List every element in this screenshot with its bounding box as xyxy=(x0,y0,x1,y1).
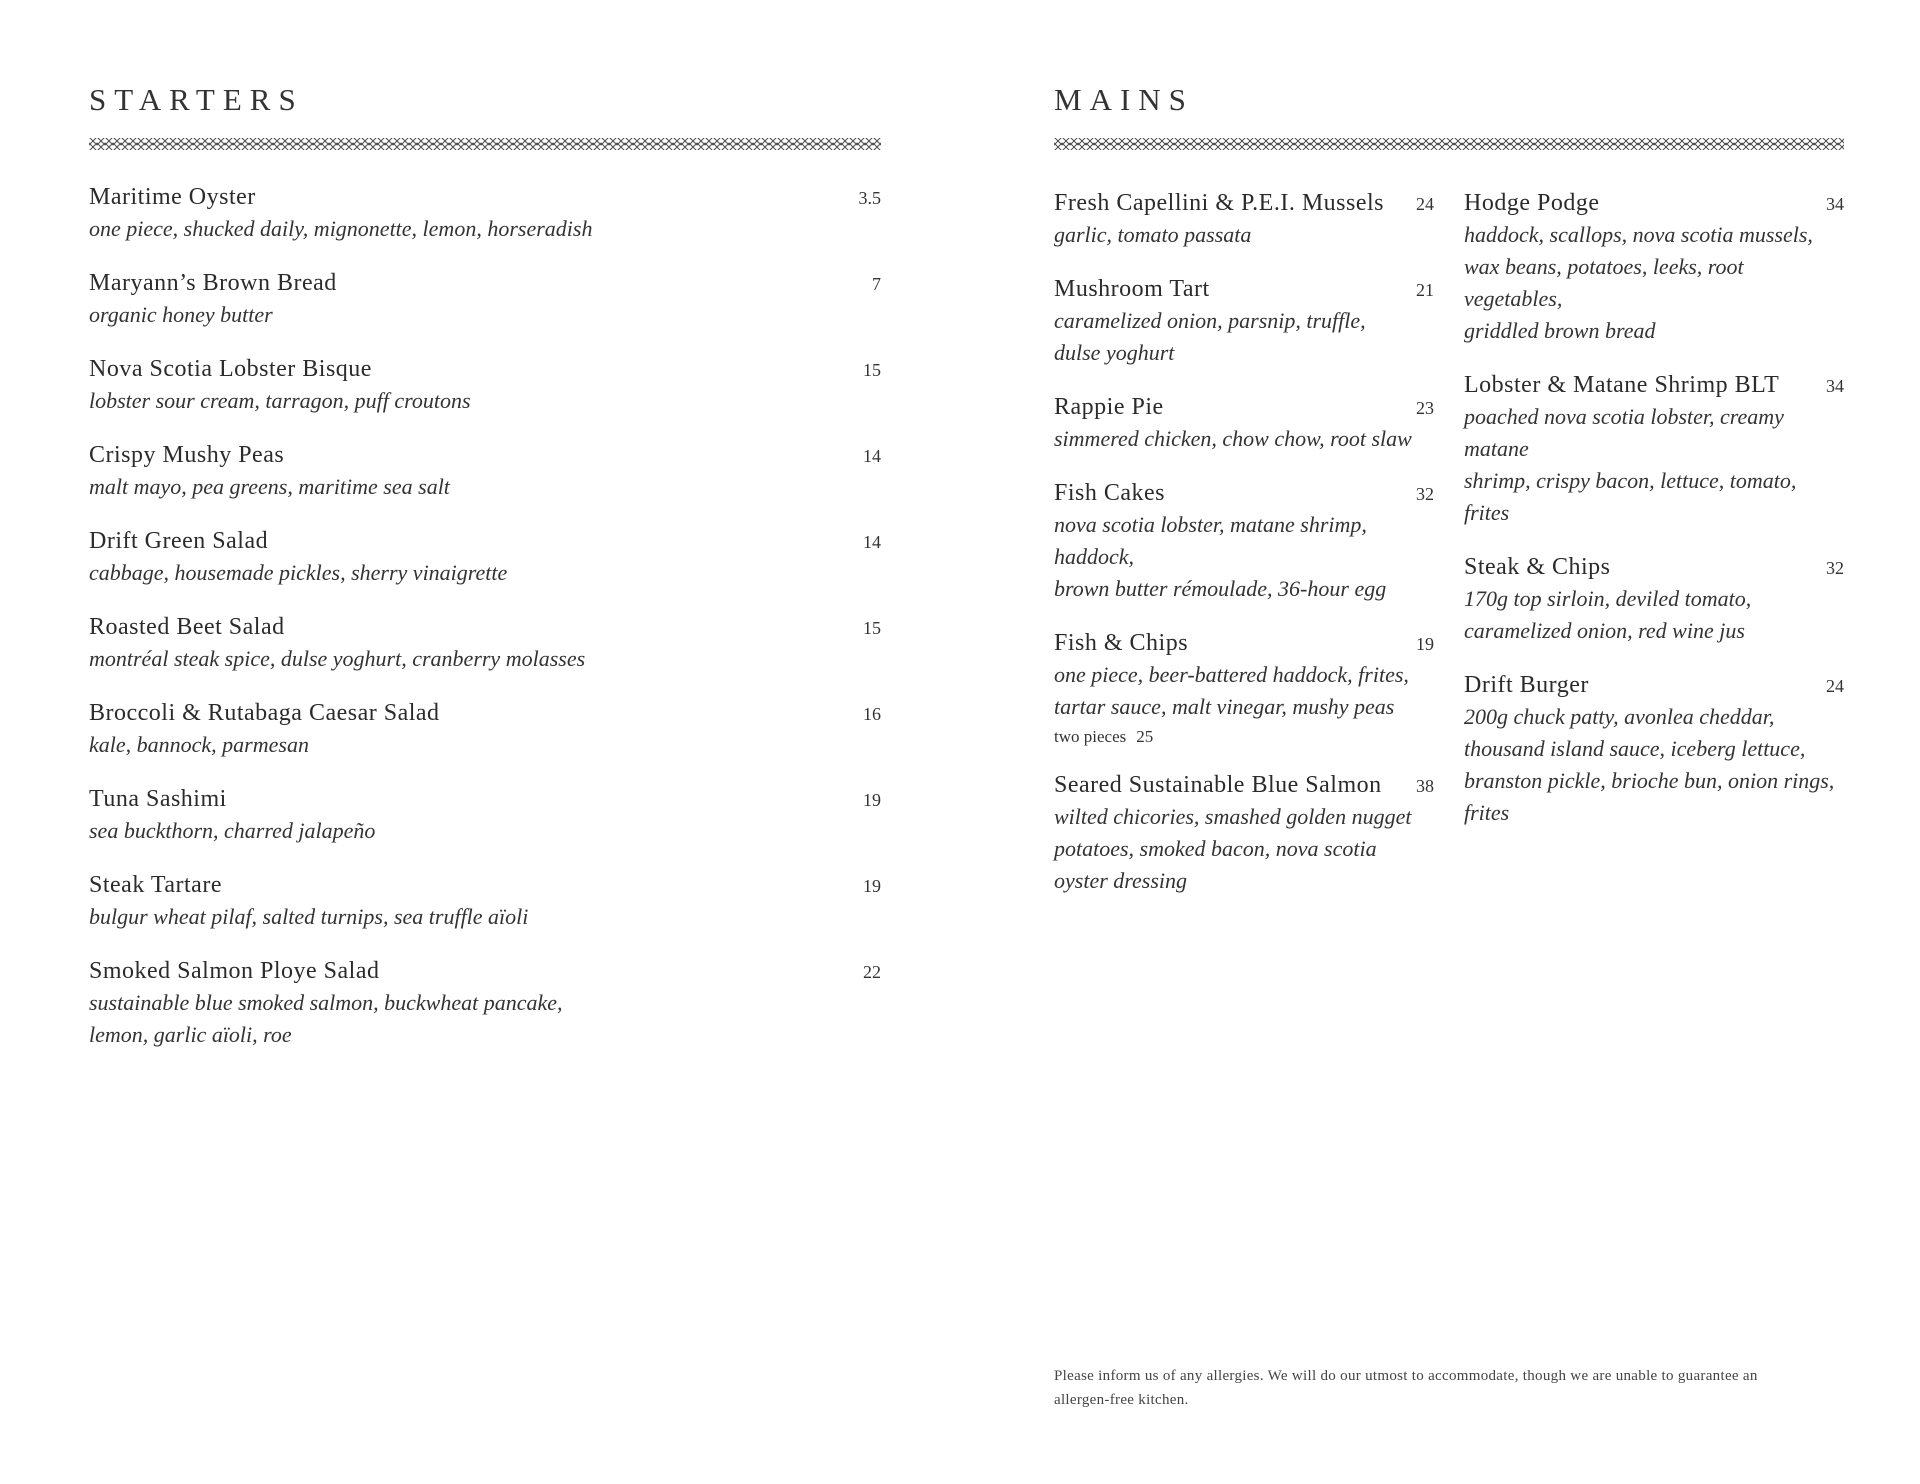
description-line: 170g top sirloin, deviled tomato, xyxy=(1464,586,1752,611)
description-line: thousand island sauce, iceberg lettuce, xyxy=(1464,736,1806,761)
item-description: cabbage, housemade pickles, sherry vinaigrette xyxy=(89,560,508,585)
menu-item xyxy=(1054,276,1434,369)
description-line: wilted chicories, smashed golden nugget xyxy=(1054,804,1412,829)
item-price: 19 xyxy=(863,876,881,896)
item-description xyxy=(1054,801,1434,897)
item-name: Maryann’s Brown Bread xyxy=(89,270,337,296)
item-name: Lobster & Matane Shrimp BLT xyxy=(1464,372,1780,398)
item-description: malt mayo, pea greens, maritime sea salt xyxy=(89,474,450,499)
item-name: Hodge Podge xyxy=(1464,190,1600,216)
item-price: 32 xyxy=(1826,558,1844,578)
variant-label: two pieces xyxy=(1054,727,1127,746)
menu-item xyxy=(89,442,881,503)
menu-item xyxy=(1054,772,1434,897)
description-line: poached nova scotia lobster, creamy matane xyxy=(1464,404,1784,461)
menu-item xyxy=(1054,190,1434,251)
item-description: organic honey butter xyxy=(89,302,273,327)
starters-list xyxy=(89,184,881,1051)
item-description: montréal steak spice, dulse yoghurt, cranberry molasses xyxy=(89,646,586,671)
menu-item xyxy=(1464,190,1844,347)
item-price: 38 xyxy=(1416,776,1434,796)
item-price: 24 xyxy=(1416,194,1434,214)
item-description xyxy=(1464,219,1844,347)
item-price: 14 xyxy=(863,532,881,552)
item-name: Nova Scotia Lobster Bisque xyxy=(89,356,372,382)
item-description: lobster sour cream, tarragon, puff croutons xyxy=(89,388,471,413)
variant-price: 25 xyxy=(1136,727,1154,746)
menu-item xyxy=(1054,630,1434,747)
item-description xyxy=(1464,583,1844,647)
item-description xyxy=(1464,401,1844,529)
menu-item xyxy=(89,184,881,245)
menu-item xyxy=(89,700,881,761)
item-price: 21 xyxy=(1416,280,1434,300)
item-description xyxy=(89,987,881,1051)
starters-title: STARTERS xyxy=(89,82,304,117)
item-name: Drift Burger xyxy=(1464,672,1589,698)
item-description xyxy=(1054,509,1434,605)
description-line: caramelized onion, parsnip, truffle, xyxy=(1054,308,1366,333)
menu-item xyxy=(1464,672,1844,829)
item-name: Roasted Beet Salad xyxy=(89,614,285,640)
item-name: Fish & Chips xyxy=(1054,630,1189,656)
allergy-notice-line: allergen-free kitchen. xyxy=(1054,1392,1189,1408)
item-name: Fish Cakes xyxy=(1054,480,1166,506)
starters-section xyxy=(89,82,881,1076)
menu-item xyxy=(89,528,881,589)
item-name: Rappie Pie xyxy=(1054,394,1164,420)
item-name: Mushroom Tart xyxy=(1054,276,1210,302)
item-name: Maritime Oyster xyxy=(89,184,256,210)
item-name: Broccoli & Rutabaga Caesar Salad xyxy=(89,700,440,726)
item-description xyxy=(1054,659,1434,723)
mains-title: MAINS xyxy=(1054,82,1194,117)
item-name: Crispy Mushy Peas xyxy=(89,442,285,468)
menu-item xyxy=(1054,394,1434,455)
description-line: dulse yoghurt xyxy=(1054,340,1175,365)
mains-divider xyxy=(1054,138,1844,150)
description-line: shrimp, crispy bacon, lettuce, tomato, frites xyxy=(1464,468,1797,525)
item-price: 34 xyxy=(1826,376,1844,396)
item-price: 15 xyxy=(863,360,881,380)
item-name: Smoked Salmon Ploye Salad xyxy=(89,958,380,984)
item-variant xyxy=(1054,727,1434,747)
description-line: tartar sauce, malt vinegar, mushy peas xyxy=(1054,694,1395,719)
item-description xyxy=(1464,701,1844,829)
item-price: 15 xyxy=(863,618,881,638)
item-name: Drift Green Salad xyxy=(89,528,269,554)
description-line: garlic, tomato passata xyxy=(1054,222,1252,247)
mains-left-column xyxy=(1054,190,1434,922)
item-price: 3.5 xyxy=(858,188,881,208)
description-line: 200g chuck patty, avonlea cheddar, xyxy=(1464,704,1775,729)
description-line: branston pickle, brioche bun, onion rings, xyxy=(1464,768,1835,793)
item-name: Fresh Capellini & P.E.I. Mussels xyxy=(1054,190,1385,216)
description-line: oyster dressing xyxy=(1054,868,1188,893)
item-price: 34 xyxy=(1826,194,1844,214)
menu-item xyxy=(1054,480,1434,605)
description-line: lemon, garlic aïoli, roe xyxy=(89,1022,292,1047)
menu-item xyxy=(89,786,881,847)
allergy-notice xyxy=(1054,1364,1834,1412)
item-price: 22 xyxy=(863,962,881,982)
allergy-notice-line: Please inform us of any allergies. We will do our utmost to accommodate, though we are unable to guarantee an xyxy=(1054,1368,1758,1384)
item-price: 16 xyxy=(863,704,881,724)
description-line: wax beans, potatoes, leeks, root vegetables, xyxy=(1464,254,1744,311)
description-line: one piece, beer-battered haddock, frites, xyxy=(1054,662,1409,687)
menu-item xyxy=(1464,554,1844,647)
menu-item xyxy=(89,614,881,675)
description-line: frites xyxy=(1464,800,1510,825)
description-line: caramelized onion, red wine jus xyxy=(1464,618,1745,643)
description-line: haddock, scallops, nova scotia mussels, xyxy=(1464,222,1813,247)
item-price: 19 xyxy=(1416,634,1434,654)
description-line: sustainable blue smoked salmon, buckwheat pancake, xyxy=(89,990,563,1015)
item-price: 23 xyxy=(1416,398,1434,418)
item-price: 32 xyxy=(1416,484,1434,504)
mains-section xyxy=(1054,82,1844,922)
item-name: Seared Sustainable Blue Salmon xyxy=(1054,772,1382,798)
description-line: nova scotia lobster, matane shrimp, haddock, xyxy=(1054,512,1367,569)
item-name: Steak Tartare xyxy=(89,872,222,898)
item-price: 14 xyxy=(863,446,881,466)
starters-divider xyxy=(89,138,881,150)
mains-right-column xyxy=(1464,190,1844,922)
menu-item xyxy=(89,270,881,331)
item-description: sea buckthorn, charred jalapeño xyxy=(89,818,376,843)
menu-item xyxy=(89,356,881,417)
menu-item xyxy=(1464,372,1844,529)
description-line: potatoes, smoked bacon, nova scotia xyxy=(1054,836,1377,861)
item-name: Tuna Sashimi xyxy=(89,786,227,812)
description-line: brown butter rémoulade, 36-hour egg xyxy=(1054,576,1387,601)
item-price: 7 xyxy=(872,274,881,294)
item-price: 19 xyxy=(863,790,881,810)
item-description xyxy=(1054,305,1434,369)
item-description: kale, bannock, parmesan xyxy=(89,732,309,757)
menu-item xyxy=(89,872,881,933)
item-description xyxy=(1054,219,1434,251)
item-description xyxy=(1054,423,1434,455)
item-name: Steak & Chips xyxy=(1464,554,1611,580)
description-line: griddled brown bread xyxy=(1464,318,1656,343)
menu-item xyxy=(89,958,881,1051)
description-line: simmered chicken, chow chow, root slaw xyxy=(1054,426,1412,451)
item-description: one piece, shucked daily, mignonette, lemon, horseradish xyxy=(89,216,593,241)
item-price: 24 xyxy=(1826,676,1844,696)
item-description: bulgur wheat pilaf, salted turnips, sea truffle aïoli xyxy=(89,904,529,929)
